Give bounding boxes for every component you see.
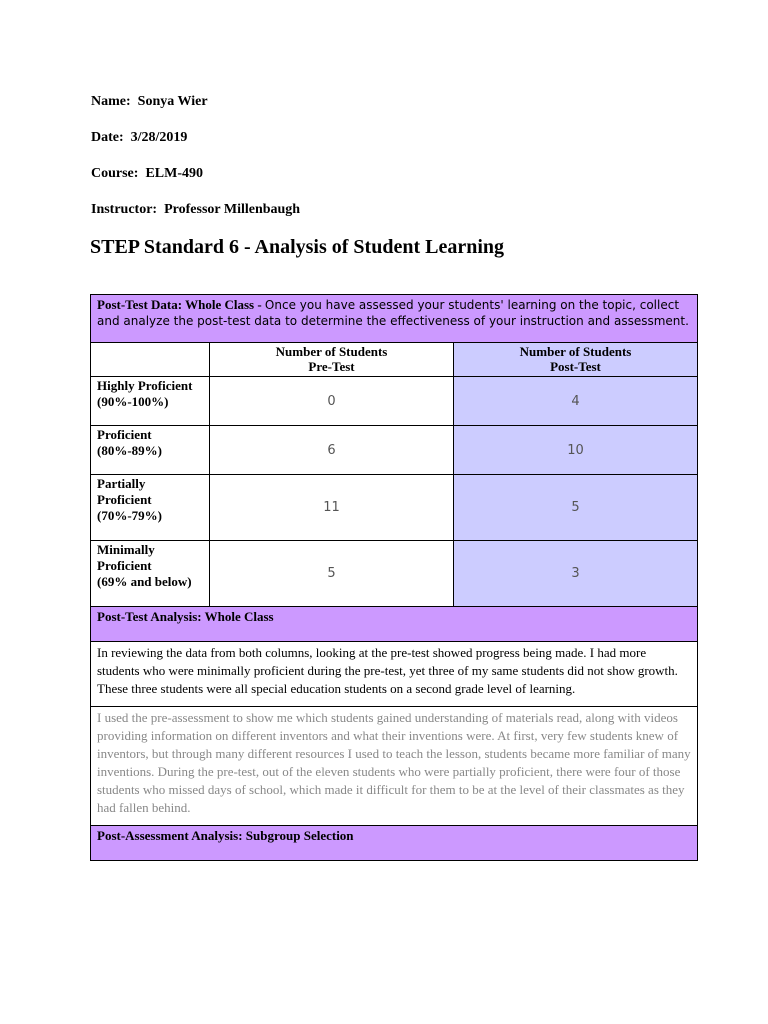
post-test-value: 10	[454, 426, 698, 475]
name-value: Sonya Wier	[137, 94, 208, 109]
analysis-heading-row	[91, 607, 698, 642]
table-row	[91, 541, 698, 607]
intro-cell	[91, 295, 698, 343]
table-row	[91, 475, 698, 541]
row-label-line: Proficient	[97, 427, 152, 442]
post-test-header	[454, 343, 698, 377]
table-row	[91, 426, 698, 475]
empty-corner-cell	[91, 343, 210, 377]
pre-test-header-line2: Pre-Test	[308, 359, 355, 374]
name-line	[91, 94, 208, 110]
post-test-value: 3	[454, 541, 698, 607]
row-label-line: Proficient	[97, 558, 152, 573]
post-test-value: 5	[454, 475, 698, 541]
pre-test-header	[210, 343, 454, 377]
row-label-minimally-proficient	[91, 541, 210, 607]
name-label: Name:	[91, 94, 131, 109]
instructor-line	[91, 202, 300, 218]
intro-row	[91, 295, 698, 343]
analysis-paragraph-1: In reviewing the data from both columns, looking at the pre-test showed progress being made. I had more students who were minimally proficient during the pre-test, yet three of my same students did not show growth. These three students were all special education students on a second grade level of learning.	[91, 642, 698, 707]
row-label-line: Minimally	[97, 542, 155, 557]
course-label: Course:	[91, 166, 139, 181]
post-test-header-line2: Post-Test	[550, 359, 601, 374]
date-line	[91, 130, 187, 146]
row-label-line: (70%-79%)	[97, 508, 162, 523]
row-label-partially-proficient	[91, 475, 210, 541]
analysis-para2-row	[91, 707, 698, 826]
column-header-row	[91, 343, 698, 377]
pre-test-value: 11	[210, 475, 454, 541]
row-label-line: Highly Proficient	[97, 378, 193, 393]
row-label-proficient	[91, 426, 210, 475]
subgroup-heading: Post-Assessment Analysis: Subgroup Selection	[91, 826, 698, 861]
instructor-value: Professor Millenbaugh	[164, 202, 301, 217]
post-test-header-line1: Number of Students	[519, 344, 632, 359]
row-label-line: (69% and below)	[97, 574, 192, 589]
table-row	[91, 377, 698, 426]
course-value: ELM-490	[145, 166, 203, 181]
pre-test-header-line1: Number of Students	[275, 344, 388, 359]
post-test-value: 4	[454, 377, 698, 426]
page-title: STEP Standard 6 - Analysis of Student Learning	[90, 236, 504, 258]
date-value: 3/28/2019	[130, 130, 188, 145]
subgroup-heading-row	[91, 826, 698, 861]
intro-text: Once you have assessed your students' learning on the topic, collect and analyze the post-test data to determine the effectiveness of your instruction and assessment.	[97, 298, 689, 328]
row-label-line: (80%-89%)	[97, 443, 162, 458]
course-line	[91, 166, 203, 182]
pre-test-value: 5	[210, 541, 454, 607]
row-label-highly-proficient	[91, 377, 210, 426]
intro-bold: Post-Test Data: Whole Class -	[97, 297, 265, 312]
analysis-heading: Post-Test Analysis: Whole Class	[91, 607, 698, 642]
pre-test-value: 0	[210, 377, 454, 426]
row-label-line: Proficient	[97, 492, 152, 507]
date-label: Date:	[91, 130, 124, 145]
row-label-line: (90%-100%)	[97, 394, 169, 409]
analysis-paragraph-2: I used the pre-assessment to show me which students gained understanding of materials read, along with videos providing information on different inventors and what their inventions were. At first, very few students knew of inventors, but through many different resources I used to teach the lesson, students became more familiar of many inventions. During the pre-test, out of the eleven students who were partially proficient, there were four of those students who missed days of school, which made it difficult for them to be at the level of their classmates as they had fallen behind.	[91, 707, 698, 826]
post-test-table	[90, 294, 698, 861]
pre-test-value: 6	[210, 426, 454, 475]
analysis-para1-row	[91, 642, 698, 707]
row-label-line: Partially	[97, 476, 146, 491]
instructor-label: Instructor:	[91, 202, 158, 217]
